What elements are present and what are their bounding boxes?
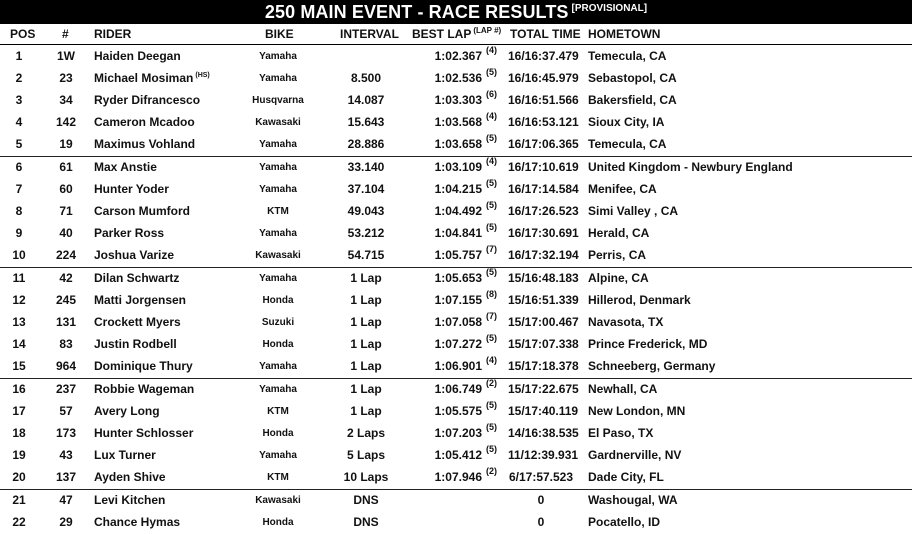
bike-number-cell: 40 (59, 226, 73, 240)
total-time-cell: 6/17:57.523 (508, 470, 574, 484)
rider-cell (94, 426, 193, 440)
table-row (0, 423, 912, 445)
total-time-cell: 15/17:18.378 (508, 359, 579, 373)
lap-number-cell: (4) (486, 156, 497, 166)
rider-cell (94, 493, 165, 507)
total-time-cell: 16/16:45.979 (508, 71, 579, 85)
best-lap-cell: 1:02.367 (434, 49, 482, 63)
bike-number-cell: 57 (59, 404, 73, 418)
hometown-cell: Hillerod, Denmark (588, 293, 691, 307)
header-pos: POS (10, 27, 36, 41)
position-cell: 18 (12, 426, 26, 440)
total-time-cell: 16/17:06.365 (508, 137, 579, 151)
interval-cell: 14.087 (347, 93, 385, 107)
rider-name: Levi Kitchen (94, 493, 166, 507)
table-row (0, 267, 912, 290)
bike-number-cell: 71 (59, 204, 73, 218)
rider-cell (94, 93, 200, 107)
bike-number-cell: 83 (59, 337, 73, 351)
bike-number-cell: 142 (55, 115, 77, 129)
rider-name: Lux Turner (94, 448, 156, 462)
bike-number-cell: 29 (59, 515, 73, 529)
bike-cell: Yamaha (259, 273, 297, 284)
best-lap-cell: 1:05.757 (434, 248, 482, 262)
hometown-cell: Bakersfield, CA (588, 93, 677, 107)
table-row (0, 90, 912, 112)
bike-number-cell: 42 (59, 271, 73, 285)
total-time-cell: 0 (537, 493, 545, 507)
interval-cell: 53.212 (347, 226, 385, 240)
interval-cell: 15.643 (347, 115, 385, 129)
bike-cell: Honda (262, 428, 294, 439)
rider-name: Parker Ross (94, 226, 165, 240)
hometown-cell: Schneeberg, Germany (588, 359, 716, 373)
lap-number-cell: (5) (486, 133, 497, 143)
interval-cell: 49.043 (347, 204, 385, 218)
rider-cell (94, 226, 164, 240)
table-row (0, 467, 912, 489)
best-lap-cell: 1:07.272 (434, 337, 482, 351)
position-cell: 21 (12, 493, 26, 507)
rider-cell (94, 182, 169, 196)
rider-name: Max Anstie (94, 160, 157, 174)
bike-cell: Kawasaki (255, 495, 301, 506)
bike-number-cell: 61 (59, 160, 73, 174)
lap-number-cell: (5) (486, 333, 497, 343)
total-time-cell: 16/17:30.691 (508, 226, 579, 240)
bike-cell: KTM (267, 472, 289, 483)
bike-number-cell: 131 (55, 315, 77, 329)
table-row (0, 334, 912, 356)
position-cell: 1 (15, 49, 23, 63)
hometown-cell: Navasota, TX (588, 315, 664, 329)
bike-number-cell: 224 (55, 248, 77, 262)
position-cell: 4 (15, 115, 23, 129)
total-time-cell: 16/16:53.121 (508, 115, 579, 129)
rider-cell (94, 49, 181, 63)
hometown-cell: Herald, CA (588, 226, 650, 240)
bike-number-cell: 1W (57, 49, 75, 63)
rider-name: Carson Mumford (94, 204, 190, 218)
hometown-cell: New London, MN (588, 404, 686, 418)
interval-cell: 37.104 (347, 182, 385, 196)
header-lap-number: (LAP #) (473, 26, 502, 35)
best-lap-cell: 1:03.658 (434, 137, 482, 151)
rider-cell (94, 448, 156, 462)
hometown-cell: Prince Frederick, MD (588, 337, 708, 351)
total-time-cell: 15/17:07.338 (508, 337, 579, 351)
table-row (0, 401, 912, 423)
position-cell: 6 (15, 160, 23, 174)
rider-name: Dilan Schwartz (94, 271, 180, 285)
interval-cell: 1 Lap (350, 359, 382, 373)
header-best-lap (412, 27, 501, 41)
rider-name: Matti Jorgensen (94, 293, 187, 307)
bike-number-cell: 43 (59, 448, 73, 462)
interval-cell: 33.140 (347, 160, 385, 174)
bike-cell: Kawasaki (255, 250, 301, 261)
bike-cell: Husqvarna (252, 95, 304, 106)
position-cell: 8 (15, 204, 23, 218)
lap-number-cell: (5) (486, 222, 497, 232)
interval-cell: 54.715 (347, 248, 385, 262)
interval-cell: 1 Lap (350, 337, 382, 351)
rider-name: Dominique Thury (94, 359, 193, 373)
interval-cell: 1 Lap (350, 382, 382, 396)
rider-name: Maximus Vohland (94, 137, 196, 151)
table-row (0, 46, 912, 68)
table-row (0, 201, 912, 223)
interval-cell: 1 Lap (350, 293, 382, 307)
hometown-cell: Dade City, FL (588, 470, 664, 484)
interval-cell: 2 Laps (346, 426, 385, 440)
total-time-cell: 15/17:22.675 (508, 382, 579, 396)
table-row (0, 489, 912, 512)
lap-number-cell: (5) (486, 200, 497, 210)
rider-name: Ryder Difrancesco (94, 93, 201, 107)
rider-cell (94, 71, 210, 85)
bike-number-cell: 34 (59, 93, 73, 107)
hometown-cell: Alpine, CA (588, 271, 649, 285)
bike-cell: Yamaha (259, 51, 297, 62)
bike-cell: Honda (262, 339, 294, 350)
lap-number-cell: (4) (486, 45, 497, 55)
lap-number-cell: (5) (486, 267, 497, 277)
hometown-cell: Temecula, CA (588, 49, 667, 63)
bike-number-cell: 19 (59, 137, 73, 151)
table-row (0, 445, 912, 467)
bike-number-cell: 237 (55, 382, 77, 396)
total-time-cell: 0 (537, 515, 545, 529)
hometown-cell: Simi Valley , CA (588, 204, 679, 218)
bike-number-cell: 47 (59, 493, 73, 507)
page-title: 250 MAIN EVENT - RACE RESULTS (264, 2, 569, 22)
rider-cell (94, 115, 195, 129)
interval-cell: 5 Laps (346, 448, 385, 462)
provisional-badge: [PROVISIONAL] (571, 3, 648, 14)
position-cell: 12 (12, 293, 26, 307)
bike-cell: Yamaha (259, 184, 297, 195)
hometown-cell: Sioux City, IA (588, 115, 665, 129)
table-row (0, 378, 912, 401)
bike-cell: KTM (267, 206, 289, 217)
total-time-cell: 16/16:51.566 (508, 93, 579, 107)
bike-number-cell: 137 (55, 470, 77, 484)
hometown-cell: Menifee, CA (588, 182, 657, 196)
total-time-cell: 16/17:26.523 (508, 204, 579, 218)
rider-name: Joshua Varize (94, 248, 175, 262)
lap-number-cell: (5) (486, 444, 497, 454)
header-interval: INTERVAL (340, 27, 399, 41)
rider-cell (94, 337, 177, 351)
rider-cell (94, 404, 160, 418)
best-lap-cell: 1:05.653 (434, 271, 482, 285)
best-lap-cell: 1:03.109 (434, 160, 482, 174)
total-time-cell: 15/17:00.467 (508, 315, 579, 329)
table-row (0, 179, 912, 201)
bike-number-cell: 23 (59, 71, 73, 85)
rider-name: Haiden Deegan (94, 49, 181, 63)
rider-name: Ayden Shive (94, 470, 166, 484)
best-lap-cell: 1:04.841 (434, 226, 482, 240)
results-table (0, 46, 912, 534)
position-cell: 16 (12, 382, 26, 396)
rider-cell (94, 293, 186, 307)
position-cell: 20 (12, 470, 26, 484)
bike-cell: KTM (267, 406, 289, 417)
table-row (0, 290, 912, 312)
table-row (0, 312, 912, 334)
interval-cell: 1 Lap (350, 315, 382, 329)
best-lap-cell: 1:06.749 (434, 382, 482, 396)
table-row (0, 356, 912, 378)
lap-number-cell: (5) (486, 422, 497, 432)
position-cell: 13 (12, 315, 26, 329)
rider-cell (94, 515, 180, 529)
header-number: # (62, 27, 69, 41)
bike-cell: Yamaha (259, 361, 297, 372)
position-cell: 7 (15, 182, 23, 196)
rider-name: Robbie Wageman (94, 382, 195, 396)
rider-cell (94, 204, 190, 218)
position-cell: 15 (12, 359, 26, 373)
best-lap-cell: 1:05.412 (434, 448, 482, 462)
table-row (0, 134, 912, 156)
rider-cell (94, 470, 166, 484)
rider-name: Cameron Mcadoo (94, 115, 195, 129)
position-cell: 5 (15, 137, 23, 151)
best-lap-cell: 1:07.058 (434, 315, 482, 329)
bike-cell: Kawasaki (255, 117, 301, 128)
best-lap-cell: 1:04.215 (434, 182, 482, 196)
bike-cell: Yamaha (259, 228, 297, 239)
rider-name: Michael Mosiman (94, 71, 194, 85)
interval-cell: 8.500 (350, 71, 382, 85)
table-row (0, 68, 912, 90)
lap-number-cell: (5) (486, 400, 497, 410)
bike-cell: Yamaha (259, 450, 297, 461)
rider-name: Chance Hymas (94, 515, 181, 529)
position-cell: 11 (12, 271, 26, 285)
best-lap-cell: 1:02.536 (434, 71, 482, 85)
hometown-cell: El Paso, TX (588, 426, 654, 440)
position-cell: 22 (12, 515, 26, 529)
table-row (0, 512, 912, 534)
rider-tag: (HS) (195, 72, 210, 79)
hometown-cell: Temecula, CA (588, 137, 667, 151)
hometown-cell: Newhall, CA (588, 382, 658, 396)
best-lap-cell: 1:07.946 (434, 470, 482, 484)
interval-cell: DNS (353, 515, 379, 529)
best-lap-cell: 1:03.568 (434, 115, 482, 129)
rider-name: Justin Rodbell (94, 337, 177, 351)
table-header (0, 24, 912, 45)
total-time-cell: 11/12:39.931 (508, 448, 579, 462)
header-total-time: TOTAL TIME (510, 27, 581, 41)
position-cell: 19 (12, 448, 26, 462)
lap-number-cell: (4) (486, 355, 497, 365)
position-cell: 17 (12, 404, 26, 418)
best-lap-cell: 1:03.303 (434, 93, 482, 107)
table-row (0, 112, 912, 134)
hometown-cell: Sebastopol, CA (588, 71, 677, 85)
lap-number-cell: (5) (486, 67, 497, 77)
bike-cell: Honda (262, 295, 294, 306)
hometown-cell: Gardnerville, NV (588, 448, 682, 462)
interval-cell: 10 Laps (343, 470, 389, 484)
hometown-cell: Washougal, WA (588, 493, 678, 507)
rider-cell (94, 382, 194, 396)
total-time-cell: 15/16:48.183 (508, 271, 579, 285)
position-cell: 3 (15, 93, 23, 107)
bike-number-cell: 245 (55, 293, 77, 307)
rider-cell (94, 160, 157, 174)
rider-cell (94, 271, 179, 285)
bike-cell: Yamaha (259, 162, 297, 173)
lap-number-cell: (2) (486, 466, 497, 476)
best-lap-cell: 1:07.203 (434, 426, 482, 440)
total-time-cell: 15/17:40.119 (508, 404, 579, 418)
bike-cell: Yamaha (259, 384, 297, 395)
lap-number-cell: (4) (486, 111, 497, 121)
position-cell: 2 (15, 71, 23, 85)
total-time-cell: 15/16:51.339 (508, 293, 579, 307)
interval-cell: 1 Lap (350, 271, 382, 285)
lap-number-cell: (7) (486, 244, 497, 254)
hometown-cell: Perris, CA (588, 248, 647, 262)
lap-number-cell: (6) (486, 89, 497, 99)
interval-cell: DNS (353, 493, 379, 507)
total-time-cell: 16/17:10.619 (508, 160, 579, 174)
best-lap-cell: 1:04.492 (434, 204, 482, 218)
best-lap-cell: 1:07.155 (434, 293, 482, 307)
header-bike: BIKE (265, 27, 294, 41)
total-time-cell: 14/16:38.535 (508, 426, 579, 440)
rider-name: Avery Long (94, 404, 160, 418)
rider-name: Hunter Yoder (94, 182, 169, 196)
bike-cell: Honda (262, 517, 294, 528)
bike-number-cell: 173 (55, 426, 77, 440)
position-cell: 14 (12, 337, 26, 351)
total-time-cell: 16/16:37.479 (508, 49, 579, 63)
rider-cell (94, 137, 195, 151)
rider-cell (94, 315, 181, 329)
header-best-lap-label: BEST LAP (412, 27, 472, 41)
lap-number-cell: (2) (486, 378, 497, 388)
position-cell: 9 (15, 226, 23, 240)
table-row (0, 245, 912, 267)
lap-number-cell: (5) (486, 178, 497, 188)
table-row (0, 223, 912, 245)
header-rider: RIDER (94, 27, 132, 41)
bike-cell: Suzuki (261, 317, 295, 328)
best-lap-cell: 1:06.901 (434, 359, 482, 373)
interval-cell: 1 Lap (350, 404, 382, 418)
interval-cell: 28.886 (347, 137, 385, 151)
table-row (0, 156, 912, 179)
rider-cell (94, 248, 174, 262)
title-bar (0, 0, 912, 24)
bike-cell: Yamaha (259, 139, 297, 150)
rider-cell (94, 359, 193, 373)
bike-cell: Yamaha (259, 73, 297, 84)
header-hometown: HOMETOWN (588, 27, 661, 41)
lap-number-cell: (8) (486, 289, 497, 299)
rider-name: Hunter Schlosser (94, 426, 194, 440)
total-time-cell: 16/17:32.194 (508, 248, 579, 262)
bike-number-cell: 964 (55, 359, 77, 373)
hometown-cell: Pocatello, ID (588, 515, 661, 529)
hometown-cell: United Kingdom - Newbury England (588, 160, 793, 174)
lap-number-cell: (7) (486, 311, 497, 321)
best-lap-cell: 1:05.575 (434, 404, 482, 418)
position-cell: 10 (12, 248, 26, 262)
bike-number-cell: 60 (59, 182, 73, 196)
total-time-cell: 16/17:14.584 (508, 182, 579, 196)
rider-name: Crockett Myers (94, 315, 181, 329)
